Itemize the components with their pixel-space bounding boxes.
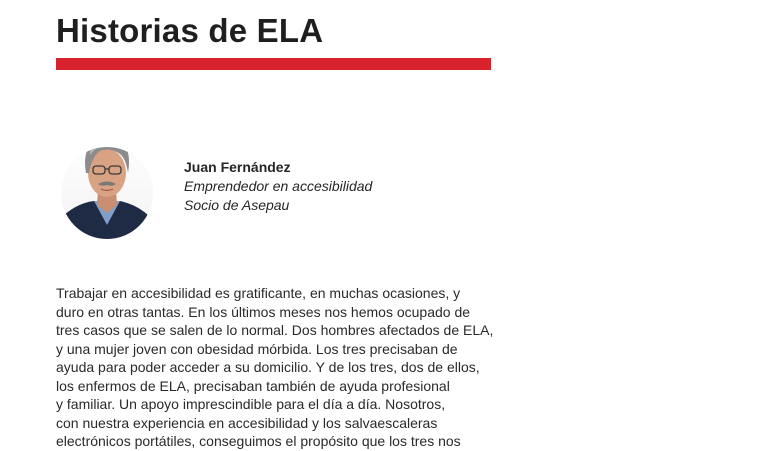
article-body (56, 284, 496, 451)
article-line: tres casos que se salen de lo normal. Dos hombres afectados de ELA, (56, 322, 494, 338)
author-name: Juan Fernández (184, 159, 291, 175)
page-title: Historias de ELA (56, 12, 324, 49)
author-affiliation: Socio de Asepau (184, 197, 290, 213)
article-line: y familiar. Un apoyo imprescindible para el día a día. Nosotros, (56, 396, 446, 412)
author-info (184, 158, 372, 215)
article-line: con nuestra experiencia en accesibilidad y los salvaescaleras (56, 414, 438, 431)
title-divider (56, 58, 491, 70)
article-line: y una mujer joven con obesidad mórbida. Los tres precisaban de (56, 340, 458, 357)
author-photo (60, 129, 154, 240)
author-role: Emprendedor en accesibilidad (184, 178, 373, 194)
article-line: ayuda para poder acceder a su domicilio. Y de los tres, dos de ellos, (56, 359, 480, 375)
article-line: los enfermos de ELA, precisaban también de ayuda profesional (56, 377, 450, 394)
article-line: Trabajar en accesibilidad es gratificante, en muchas ocasiones, y (56, 285, 461, 301)
article-line: duro en otras tantas. En los últimos meses nos hemos ocupado de (56, 303, 471, 320)
article-line: electrónicos portátiles, conseguimos el propósito que los tres nos (56, 433, 461, 449)
